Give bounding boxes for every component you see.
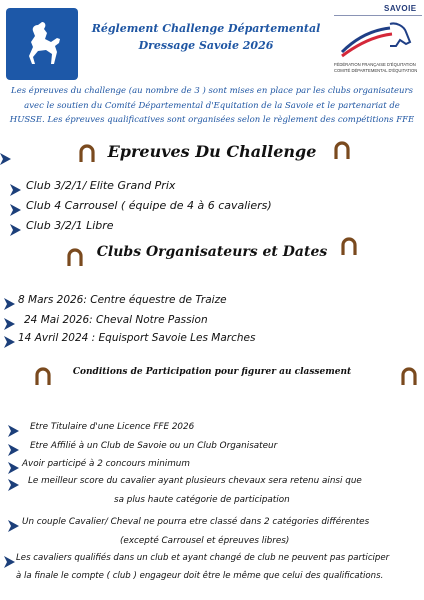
title-line-1: Réglement Challenge Départemental: [91, 22, 321, 35]
list-item: Etre Titulaire d'une Licence FFE 2026: [30, 422, 195, 432]
logo-org-text: [334, 62, 422, 74]
list-item: Etre Affilié à un Club de Savoie ou un Club Organisateur: [30, 441, 278, 451]
horseshoe-icon: [400, 366, 418, 386]
list-item: Un couple Cavalier/ Cheval ne pourra etre classé dans 2 catégories différentes: [22, 517, 370, 527]
list-item-continuation: (excepté Carrousel et épreuves libres): [120, 536, 290, 546]
horseshoe-icon: [340, 236, 358, 256]
intro-line-2: avec le soutien du Comité Départemental d'Equitation de la Savoie et le partenariat de: [24, 100, 400, 111]
ffe-savoie-logo: [334, 2, 422, 82]
arrow-icon: [10, 201, 21, 213]
arrow-icon: [10, 221, 21, 233]
list-item-continuation: sa plus haute catégorie de participation: [114, 495, 290, 505]
arrow-icon: [4, 333, 15, 345]
arrow-icon: [10, 181, 21, 193]
arrow-icon: [4, 315, 15, 327]
intro-line-1: Les épreuves du challenge (au nombre de 3 ) sont mises en place par les clubs organisateurs: [11, 86, 413, 96]
list-item: 8 Mars 2026: Centre équestre de Traize: [18, 294, 227, 306]
dressage-logo: [6, 8, 78, 80]
intro-line-3: HUSSE. Les épreuves qualificatives sont organisées selon le règlement des compétitions FFE: [9, 115, 415, 125]
arrow-icon: [8, 517, 19, 529]
list-item: Avoir participé à 2 concours minimum: [22, 459, 190, 469]
dressage-rider-icon: [14, 16, 70, 72]
section-title-clubs: Clubs Organisateurs et Dates: [96, 244, 328, 260]
title-line-2: Dressage Savoie 2026: [138, 39, 274, 52]
intro-paragraph: [6, 84, 418, 128]
list-item: Club 3/2/1/ Elite Grand Prix: [26, 179, 176, 192]
horseshoe-icon: [333, 140, 351, 160]
document-title: [88, 20, 324, 54]
logo-region-text: SAVOIE: [384, 4, 417, 13]
arrow-icon: [4, 553, 15, 565]
list-item: Le meilleur score du cavalier ayant plusieurs chevaux sera retenu ainsi que: [28, 476, 362, 486]
arrow-icon: [8, 441, 19, 453]
section-title-conditions: Conditions de Participation pour figurer au classement: [72, 367, 352, 377]
section-title-challenge: Epreuves Du Challenge: [107, 142, 317, 161]
arrow-icon: [8, 476, 19, 488]
list-item: Club 4 Carrousel ( équipe de 4 à 6 cavaliers): [26, 199, 272, 212]
arrow-icon: [4, 295, 15, 307]
logo-org-line-1: FÉDÉRATION FRANÇAISE D'ÉQUITATION: [334, 62, 416, 67]
list-item: Les cavaliers qualifiés dans un club et ayant changé de club ne peuvent pas participer: [16, 553, 390, 563]
logo-divider: [334, 15, 422, 16]
list-item-continuation: à la finale le compte ( club ) engageur doit être le même que celui des qualifications.: [16, 571, 384, 581]
ffe-horse-head-icon: [336, 18, 420, 60]
arrow-icon: [8, 422, 19, 434]
list-item: 14 Avril 2024 : Equisport Savoie Les Marches: [18, 332, 256, 344]
arrow-icon: [8, 459, 19, 471]
logo-org-line-2: COMITÉ DÉPARTEMENTAL D'ÉQUITATION: [334, 68, 418, 73]
list-item: Club 3/2/1 Libre: [26, 219, 114, 232]
list-item: 24 Mai 2026: Cheval Notre Passion: [24, 314, 208, 326]
